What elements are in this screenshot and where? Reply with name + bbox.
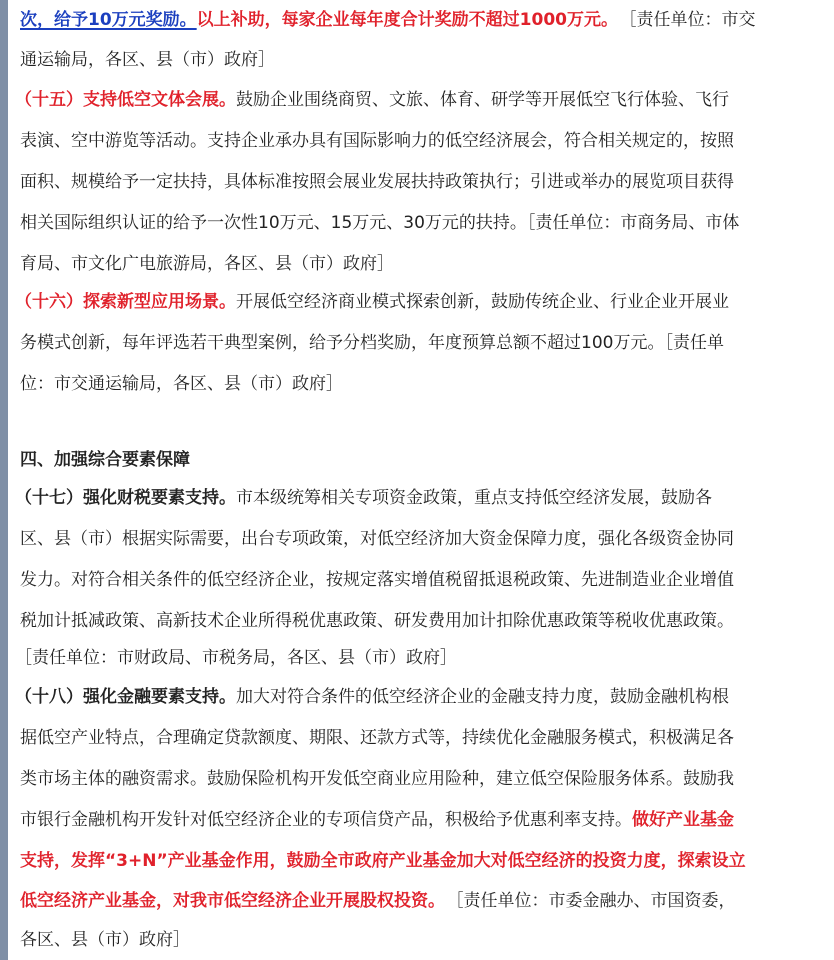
red-highlight-text: 以上补助，每家企业每年度合计奖励不超过1000万元。 — [196, 10, 618, 30]
item17-line-4: 税加计抵减政策、高新技术企业所得税优惠政策、研发费用加计扣除优惠政策等税收优惠政策。 — [20, 611, 734, 631]
item18-line-2: 据低空产业特点，合理确定贷款额度、期限、还款方式等，持续优化金融服务模式，积极满足各 — [20, 728, 734, 748]
item17-text: 市本级统筹相关专项资金政策，重点支持低空经济发展，鼓励各 — [236, 488, 712, 508]
item16-line-3: 位：市交通运输局，各区、县（市）政府］ — [20, 374, 343, 394]
item17-line-2: 区、县（市）根据实际需要，出台专项政策，对低空经济加大资金保障力度，强化各级资金协同 — [20, 529, 734, 549]
item18-line-1 — [15, 677, 729, 717]
item18-heading: （十八）强化金融要素支持。 — [15, 687, 236, 707]
item15-line-3: 面积、规模给予一定扶持，具体标准按照会展业发展扶持政策执行；引进或举办的展览项目获得 — [20, 172, 734, 192]
item18-line6-text: ［责任单位：市委金融办、市国资委， — [455, 891, 736, 911]
item15-line-4: 相关国际组织认证的给予一次性10万元、15万元、30万元的扶持。［责任单位：市商务局、市体 — [20, 213, 740, 233]
item16-line-2: 务模式创新，每年评选若干典型案例，给予分档奖励，年度预算总额不超过100万元。［责任单 — [20, 333, 724, 353]
top-paragraph-line-1 — [20, 0, 756, 40]
item15-heading: （十五）支持低空文体会展。 — [15, 90, 236, 110]
blue-highlight-text: 次，给予10万元奖励。 — [20, 10, 197, 30]
item18-line-5-highlight: 支持，发挥“3+N”产业基金作用，鼓励全市政府产业基金加大对低空经济的投资力度，探索设立 — [20, 851, 746, 871]
item18-line4-text: 市银行金融机构开发针对低空经济企业的专项信贷产品，积极给予优惠利率支持。 — [20, 810, 632, 830]
item16-heading: （十六）探索新型应用场景。 — [15, 292, 236, 312]
item16-text: 开展低空经济商业模式探索创新，鼓励传统企业、行业企业开展业 — [236, 292, 729, 312]
item18-line-3: 类市场主体的融资需求。鼓励保险机构开发低空商业应用险种，建立低空保险服务体系。鼓励我 — [20, 769, 734, 789]
item17-line-3: 发力。对符合相关条件的低空经济企业，按规定落实增值税留抵退税政策、先进制造业企业增值 — [20, 570, 734, 590]
top-paragraph-line-2: 通运输局，各区、县（市）政府］ — [20, 50, 275, 70]
item17-heading: （十七）强化财税要素支持。 — [15, 488, 236, 508]
responsible-unit-text: ［责任单位：市交 — [628, 10, 756, 30]
item17-line-1 — [15, 478, 712, 518]
item15-text: 鼓励企业围绕商贸、文旅、体育、研学等开展低空飞行体验、飞行 — [236, 90, 729, 110]
item15-line-1 — [15, 80, 729, 120]
item18-text: 加大对符合条件的低空经济企业的金融支持力度，鼓励金融机构根 — [236, 687, 729, 707]
item18-line6-highlight: 低空经济产业基金，对我市低空经济企业开展股权投资。 — [20, 891, 445, 911]
item17-line-5: ［责任单位：市财政局、市税务局，各区、县（市）政府］ — [15, 648, 457, 668]
section-4-title: 四、加强综合要素保障 — [20, 450, 190, 470]
item15-line-2: 表演、空中游览等活动。支持企业承办具有国际影响力的低空经济展会，符合相关规定的，按照 — [20, 131, 734, 151]
item18-line-4 — [20, 800, 734, 840]
item18-line-7: 各区、县（市）政府］ — [20, 930, 190, 950]
item18-line-6 — [20, 881, 736, 921]
item15-line-5: 育局、市文化广电旅游局，各区、县（市）政府］ — [20, 254, 394, 274]
item16-line-1 — [15, 282, 729, 322]
item18-line4-highlight: 做好产业基金 — [632, 810, 734, 830]
left-margin-rule — [0, 0, 8, 960]
